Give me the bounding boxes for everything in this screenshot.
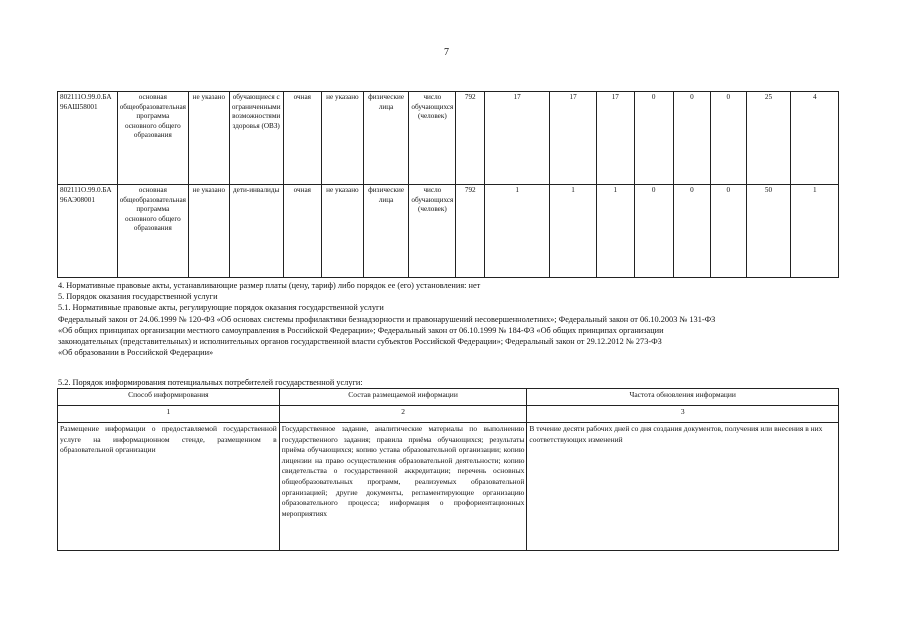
program-name: основная общеобразовательная программа основного общего образования (117, 92, 188, 185)
value-cell: 17 (550, 92, 597, 185)
value-cell: 50 (746, 185, 791, 278)
value-cell: 1 (791, 185, 839, 278)
value-cell: 0 (673, 185, 710, 278)
persons-cell: физические лица (363, 185, 409, 278)
column-header: Частота обновления информации (527, 389, 839, 406)
persons-cell: физические лица (363, 92, 409, 185)
value-cell: 0 (634, 185, 673, 278)
value-cell: 0 (634, 92, 673, 185)
value-cell: 17 (485, 92, 550, 185)
column-number: 2 (279, 406, 527, 423)
page-number: 7 (444, 47, 449, 58)
text-line: 5. Порядок оказания государственной услуги (58, 292, 218, 302)
content-cell: Государственное задание, аналитические материалы по выполнению государственного задания; правила приёма обучающихся; результаты приёма обучающихся; копию устава образовательной организации; копию лицензии на право осуществления образовательной деятельности; копию свидетельства о государственной аккредитации; перечень основных общеобразовательных программ, реализуемых образовательной организацией; другие документы, регламентирующие организацию образовательного процесса; информация о профориентационных мероприятиях (279, 423, 527, 551)
program-name: основная общеобразовательная программа основного общего образования (117, 185, 188, 278)
text-line: «Об общих принципах организации местного самоуправления в Российской Федерации»; Федеральный закон от 06.10.1999 № 184-ФЗ «Об общих принципах организации (58, 325, 664, 335)
table-row (58, 423, 839, 551)
text-line: 5.1. Нормативные правовые акты, регулирующие порядок оказания государственной услуги (58, 303, 384, 313)
indicator-cell: не указано (322, 92, 364, 185)
text-line: «Об образовании в Российской Федерации» (58, 348, 214, 358)
value-cell: 0 (673, 92, 710, 185)
value-cell: 4 (791, 92, 839, 185)
okei-cell: 792 (456, 92, 485, 185)
value-cell: 1 (550, 185, 597, 278)
value-cell: 0 (711, 92, 746, 185)
regulatory-text (58, 280, 858, 358)
table-row (58, 92, 839, 185)
column-header: Способ информирования (58, 389, 280, 406)
frequency-cell: В течение десяти рабочих дней со дня создания документов, получения или внесения в них соответствующих изменений (527, 423, 839, 551)
method-cell: Размещение информации о предоставляемой государственной услуге на информационном стенде, размещенном в образовательной организации (58, 423, 280, 551)
table-number-row (58, 406, 839, 423)
table-header-row (58, 389, 839, 406)
value-cell: 0 (711, 185, 746, 278)
form-cell: очная (283, 92, 321, 185)
text-line: Федеральный закон от 24.06.1999 № 120-ФЗ «Об основах системы профилактики безнадзорности и правонарушений несовершеннолетних»; Федеральный закон от 06.10.2003 № 131-ФЗ (58, 314, 716, 324)
form-cell: очная (283, 185, 321, 278)
value-cell: 17 (596, 92, 634, 185)
okei-cell: 792 (456, 185, 485, 278)
information-table (57, 388, 839, 551)
column-number: 3 (527, 406, 839, 423)
category-cell: дети-инвалиды (229, 185, 283, 278)
value-cell: 25 (746, 92, 791, 185)
service-volume-table (57, 91, 839, 278)
registry-code: 802111О.99.0.БА 96АЭ08001 (58, 185, 118, 278)
value-cell: 1 (485, 185, 550, 278)
text-line: 4. Нормативные правовые акты, устанавливающие размер платы (цену, тариф) либо порядок ее (его) установления: нет (58, 281, 481, 290)
column-number: 1 (58, 406, 280, 423)
value-cell: 1 (596, 185, 634, 278)
column-header: Состав размещаемой информации (279, 389, 527, 406)
section-title: 5.2. Порядок информирования потенциальных потребителей государственной услуги: (58, 378, 363, 387)
indicator-cell: не указано (322, 185, 364, 278)
registry-code: 802111О.99.0.БА 96АШ58001 (58, 92, 118, 185)
unit-cell: число обучающихся (человек) (409, 185, 456, 278)
indicator-cell: не указано (188, 185, 229, 278)
table-row (58, 185, 839, 278)
text-line: законодательных (представительных) и исполнительных органов государственной власти субъектов Российской Федерации»; Федеральный закон от 29.12.2012 № 273-ФЗ (58, 337, 662, 347)
category-cell: обучающиеся с ограниченными возможностями здоровья (ОВЗ) (229, 92, 283, 185)
indicator-cell: не указано (188, 92, 229, 185)
unit-cell: число обучающихся (человек) (409, 92, 456, 185)
